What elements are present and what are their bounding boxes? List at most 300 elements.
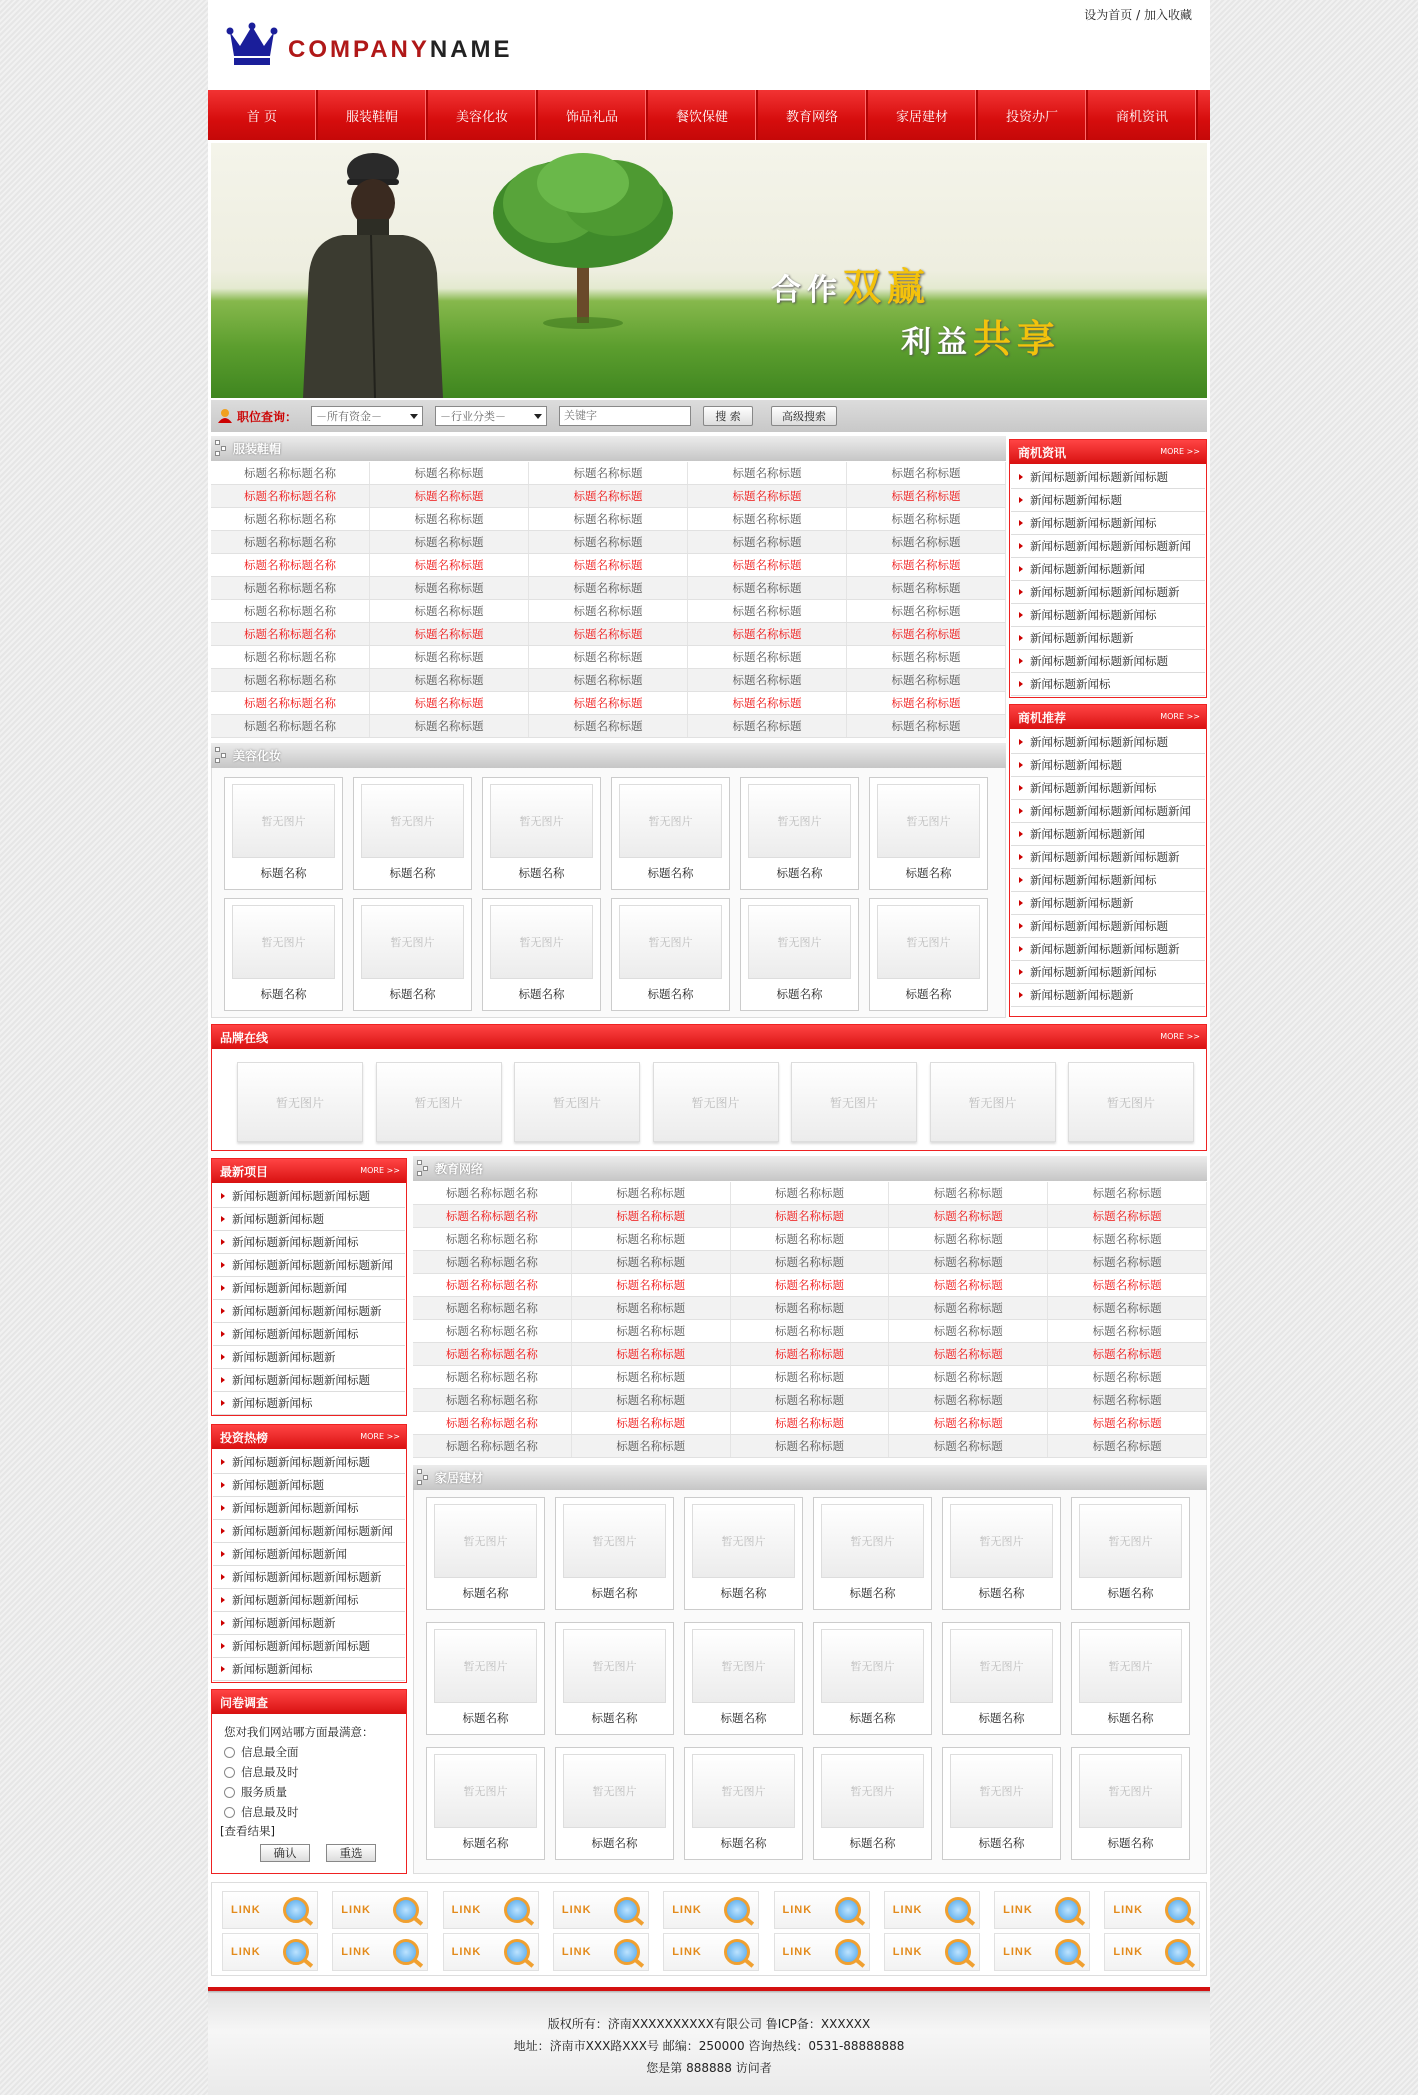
- friend-link-badge[interactable]: [884, 1933, 980, 1971]
- friend-link-badge[interactable]: [994, 1891, 1090, 1929]
- product-title[interactable]: 标题名称: [978, 1836, 1025, 1850]
- product-image[interactable]: 暂无图片: [619, 784, 722, 858]
- grid-link[interactable]: 标题名称标题: [572, 1389, 731, 1411]
- product-image[interactable]: 暂无图片: [821, 1504, 924, 1578]
- friend-link-badge[interactable]: [774, 1933, 870, 1971]
- product-title[interactable]: 标题名称: [462, 1836, 509, 1850]
- grid-link[interactable]: 标题名称标题: [847, 462, 1006, 484]
- news-item[interactable]: 新闻标题新闻标题新闻标: [1011, 869, 1205, 892]
- news-item[interactable]: 新闻标题新闻标: [213, 1658, 405, 1681]
- grid-link[interactable]: 标题名称标题: [688, 669, 847, 691]
- grid-link[interactable]: 标题名称标题: [688, 600, 847, 622]
- product-card[interactable]: [942, 1747, 1061, 1860]
- brand-logo[interactable]: 暂无图片: [514, 1062, 640, 1142]
- grid-link[interactable]: 标题名称标题: [889, 1228, 1048, 1250]
- product-image[interactable]: 暂无图片: [490, 905, 593, 979]
- grid-link[interactable]: 标题名称标题: [370, 646, 529, 668]
- grid-link[interactable]: 标题名称标题: [529, 646, 688, 668]
- product-image[interactable]: 暂无图片: [692, 1754, 795, 1828]
- grid-link[interactable]: 标题名称标题: [1048, 1182, 1207, 1204]
- grid-link[interactable]: 标题名称标题: [370, 531, 529, 553]
- grid-link[interactable]: 标题名称标题: [731, 1182, 890, 1204]
- product-card[interactable]: [813, 1497, 932, 1610]
- grid-link[interactable]: 标题名称标题: [1048, 1343, 1207, 1365]
- grid-link[interactable]: 标题名称标题: [572, 1320, 731, 1342]
- product-title[interactable]: 标题名称: [849, 1836, 896, 1850]
- news-item[interactable]: 新闻标题新闻标题新闻标: [213, 1323, 405, 1346]
- grid-link[interactable]: 标题名称标题: [688, 577, 847, 599]
- friend-link-badge[interactable]: [443, 1933, 539, 1971]
- product-card[interactable]: [1071, 1497, 1190, 1610]
- grid-link[interactable]: 标题名称标题: [370, 623, 529, 645]
- grid-link[interactable]: 标题名称标题: [889, 1182, 1048, 1204]
- product-card[interactable]: [740, 777, 859, 890]
- news-item[interactable]: 新闻标题新闻标题新: [1011, 627, 1205, 650]
- grid-link[interactable]: 标题名称标题: [731, 1228, 890, 1250]
- friend-link-badge[interactable]: [774, 1891, 870, 1929]
- news-item[interactable]: 新闻标题新闻标题新: [213, 1346, 405, 1369]
- friend-link-badge[interactable]: [443, 1891, 539, 1929]
- grid-link[interactable]: 标题名称标题: [1048, 1389, 1207, 1411]
- grid-link[interactable]: 标题名称标题: [889, 1205, 1048, 1227]
- product-card[interactable]: [555, 1747, 674, 1860]
- product-title[interactable]: 标题名称: [1107, 1711, 1154, 1725]
- grid-link[interactable]: 标题名称标题名称: [211, 646, 370, 668]
- grid-link[interactable]: 标题名称标题: [370, 577, 529, 599]
- news-item[interactable]: 新闻标题新闻标题新闻标题新: [1011, 846, 1205, 869]
- product-image[interactable]: 暂无图片: [877, 784, 980, 858]
- product-title[interactable]: 标题名称: [1107, 1586, 1154, 1600]
- grid-link[interactable]: 标题名称标题: [572, 1274, 731, 1296]
- product-title[interactable]: 标题名称: [591, 1711, 638, 1725]
- grid-link[interactable]: 标题名称标题名称: [211, 715, 370, 737]
- news-item[interactable]: 新闻标题新闻标题新闻标: [1011, 512, 1205, 535]
- grid-link[interactable]: 标题名称标题: [889, 1274, 1048, 1296]
- grid-link[interactable]: 标题名称标题: [889, 1343, 1048, 1365]
- add-favorite-link[interactable]: 加入收藏: [1143, 8, 1192, 22]
- news-item[interactable]: 新闻标题新闻标题: [1011, 754, 1205, 777]
- grid-link[interactable]: 标题名称标题: [731, 1251, 890, 1273]
- grid-link[interactable]: 标题名称标题名称: [211, 485, 370, 507]
- brand-logo[interactable]: 暂无图片: [237, 1062, 363, 1142]
- news-item[interactable]: 新闻标题新闻标题新: [213, 1612, 405, 1635]
- friend-link-badge[interactable]: [332, 1891, 428, 1929]
- advanced-search-button[interactable]: 高级搜索: [771, 406, 837, 426]
- survey-option[interactable]: [224, 1762, 404, 1782]
- news-item[interactable]: 新闻标题新闻标题新闻: [1011, 558, 1205, 581]
- grid-link[interactable]: 标题名称标题名称: [211, 623, 370, 645]
- news-item[interactable]: 新闻标题新闻标题新闻标: [213, 1231, 405, 1254]
- product-card[interactable]: [869, 898, 988, 1011]
- product-image[interactable]: 暂无图片: [619, 905, 722, 979]
- brand-logo[interactable]: 暂无图片: [791, 1062, 917, 1142]
- product-card[interactable]: [426, 1622, 545, 1735]
- product-card[interactable]: [611, 898, 730, 1011]
- grid-link[interactable]: 标题名称标题名称: [413, 1182, 572, 1204]
- grid-link[interactable]: 标题名称标题: [731, 1389, 890, 1411]
- grid-link[interactable]: 标题名称标题: [847, 692, 1006, 714]
- product-card[interactable]: [813, 1747, 932, 1860]
- grid-link[interactable]: 标题名称标题: [731, 1274, 890, 1296]
- grid-link[interactable]: 标题名称标题: [572, 1182, 731, 1204]
- product-card[interactable]: [482, 898, 601, 1011]
- news-item[interactable]: 新闻标题新闻标题新闻标: [1011, 961, 1205, 984]
- nav-item[interactable]: 服装鞋帽: [318, 90, 428, 140]
- grid-link[interactable]: 标题名称标题: [529, 462, 688, 484]
- news-item[interactable]: 新闻标题新闻标题: [1011, 489, 1205, 512]
- news-item[interactable]: 新闻标题新闻标题新闻标题新: [1011, 581, 1205, 604]
- product-image[interactable]: 暂无图片: [434, 1504, 537, 1578]
- product-image[interactable]: 暂无图片: [361, 784, 464, 858]
- grid-link[interactable]: 标题名称标题名称: [211, 508, 370, 530]
- product-image[interactable]: 暂无图片: [434, 1754, 537, 1828]
- product-image[interactable]: 暂无图片: [950, 1629, 1053, 1703]
- news-item[interactable]: 新闻标题新闻标题: [213, 1474, 405, 1497]
- grid-link[interactable]: 标题名称标题: [889, 1297, 1048, 1319]
- nav-item[interactable]: 首 页: [208, 90, 318, 140]
- set-homepage-link[interactable]: 设为首页: [1084, 8, 1133, 22]
- news-item[interactable]: 新闻标题新闻标题新闻标题: [213, 1635, 405, 1658]
- nav-item[interactable]: 教育网络: [758, 90, 868, 140]
- grid-link[interactable]: 标题名称标题: [847, 715, 1006, 737]
- product-title[interactable]: 标题名称: [978, 1711, 1025, 1725]
- product-card[interactable]: [740, 898, 859, 1011]
- grid-link[interactable]: 标题名称标题名称: [413, 1366, 572, 1388]
- product-image[interactable]: 暂无图片: [434, 1629, 537, 1703]
- product-title[interactable]: 标题名称: [389, 987, 436, 1001]
- news-item[interactable]: 新闻标题新闻标: [213, 1392, 405, 1415]
- news-item[interactable]: 新闻标题新闻标题新闻标题新闻: [213, 1520, 405, 1543]
- crown-logo-icon[interactable]: [226, 22, 278, 68]
- product-image[interactable]: 暂无图片: [748, 905, 851, 979]
- grid-link[interactable]: 标题名称标题名称: [211, 577, 370, 599]
- news-item[interactable]: 新闻标题新闻标题新闻标题: [213, 1369, 405, 1392]
- brand-more-link[interactable]: MORE >>: [1160, 1032, 1200, 1041]
- grid-link[interactable]: 标题名称标题名称: [413, 1412, 572, 1434]
- friend-link-badge[interactable]: [332, 1933, 428, 1971]
- grid-link[interactable]: 标题名称标题名称: [413, 1343, 572, 1365]
- grid-link[interactable]: 标题名称标题: [847, 623, 1006, 645]
- grid-link[interactable]: 标题名称标题: [731, 1366, 890, 1388]
- product-card[interactable]: [426, 1497, 545, 1610]
- grid-link[interactable]: 标题名称标题: [688, 623, 847, 645]
- product-card[interactable]: [942, 1497, 1061, 1610]
- friend-link-badge[interactable]: [222, 1891, 318, 1929]
- grid-link[interactable]: 标题名称标题: [572, 1297, 731, 1319]
- grid-link[interactable]: 标题名称标题名称: [413, 1251, 572, 1273]
- product-title[interactable]: 标题名称: [720, 1836, 767, 1850]
- grid-link[interactable]: 标题名称标题名称: [211, 462, 370, 484]
- news-item[interactable]: 新闻标题新闻标题新闻标: [213, 1497, 405, 1520]
- product-image[interactable]: 暂无图片: [692, 1629, 795, 1703]
- grid-link[interactable]: 标题名称标题: [1048, 1320, 1207, 1342]
- grid-link[interactable]: 标题名称标题: [529, 692, 688, 714]
- grid-link[interactable]: 标题名称标题: [688, 462, 847, 484]
- friend-link-badge[interactable]: [553, 1933, 649, 1971]
- product-title[interactable]: 标题名称: [591, 1836, 638, 1850]
- product-image[interactable]: 暂无图片: [563, 1504, 666, 1578]
- product-image[interactable]: 暂无图片: [950, 1754, 1053, 1828]
- industry-select[interactable]: －行业分类－: [435, 406, 547, 426]
- product-card[interactable]: [426, 1747, 545, 1860]
- news-item[interactable]: 新闻标题新闻标题新闻标题新: [213, 1300, 405, 1323]
- news-item[interactable]: 新闻标题新闻标题新闻标题新: [213, 1566, 405, 1589]
- friend-link-badge[interactable]: [663, 1933, 759, 1971]
- grid-link[interactable]: 标题名称标题: [370, 715, 529, 737]
- news-item[interactable]: 新闻标题新闻标题新闻标题: [213, 1451, 405, 1474]
- product-card[interactable]: [224, 898, 343, 1011]
- nav-item[interactable]: 投资办厂: [978, 90, 1088, 140]
- news-item[interactable]: 新闻标题新闻标题新闻: [1011, 823, 1205, 846]
- product-card[interactable]: [482, 777, 601, 890]
- grid-link[interactable]: 标题名称标题: [688, 646, 847, 668]
- capital-select[interactable]: －所有资金－: [311, 406, 423, 426]
- product-card[interactable]: [684, 1497, 803, 1610]
- news-item[interactable]: 新闻标题新闻标题新闻: [213, 1277, 405, 1300]
- product-card[interactable]: [1071, 1747, 1190, 1860]
- grid-link[interactable]: 标题名称标题: [847, 646, 1006, 668]
- grid-link[interactable]: 标题名称标题: [889, 1389, 1048, 1411]
- news-item[interactable]: 新闻标题新闻标题新闻标题新闻: [1011, 535, 1205, 558]
- survey-option[interactable]: [224, 1782, 404, 1802]
- product-image[interactable]: 暂无图片: [232, 905, 335, 979]
- product-image[interactable]: 暂无图片: [563, 1754, 666, 1828]
- grid-link[interactable]: 标题名称标题: [847, 577, 1006, 599]
- product-image[interactable]: 暂无图片: [563, 1629, 666, 1703]
- product-title[interactable]: 标题名称: [776, 866, 823, 880]
- grid-link[interactable]: 标题名称标题: [731, 1297, 890, 1319]
- product-card[interactable]: [684, 1747, 803, 1860]
- grid-link[interactable]: 标题名称标题: [889, 1435, 1048, 1457]
- news-item[interactable]: 新闻标题新闻标题新闻标: [213, 1589, 405, 1612]
- product-title[interactable]: 标题名称: [591, 1586, 638, 1600]
- brand-logo[interactable]: 暂无图片: [930, 1062, 1056, 1142]
- product-title[interactable]: 标题名称: [1107, 1836, 1154, 1850]
- product-title[interactable]: 标题名称: [905, 866, 952, 880]
- product-image[interactable]: 暂无图片: [821, 1754, 924, 1828]
- grid-link[interactable]: 标题名称标题: [529, 600, 688, 622]
- product-image[interactable]: 暂无图片: [232, 784, 335, 858]
- grid-link[interactable]: 标题名称标题: [1048, 1412, 1207, 1434]
- latest-more-link[interactable]: MORE >>: [360, 1166, 400, 1175]
- friend-link-badge[interactable]: [884, 1891, 980, 1929]
- product-card[interactable]: [555, 1497, 674, 1610]
- grid-link[interactable]: 标题名称标题: [847, 600, 1006, 622]
- friend-link-badge[interactable]: [1104, 1891, 1200, 1929]
- friend-link-badge[interactable]: [994, 1933, 1090, 1971]
- grid-link[interactable]: 标题名称标题: [847, 485, 1006, 507]
- grid-link[interactable]: 标题名称标题: [688, 485, 847, 507]
- product-title[interactable]: 标题名称: [389, 866, 436, 880]
- grid-link[interactable]: 标题名称标题: [688, 554, 847, 576]
- survey-reset-button[interactable]: 重选: [326, 1844, 376, 1862]
- radio-icon[interactable]: [224, 1807, 235, 1818]
- product-title[interactable]: 标题名称: [978, 1586, 1025, 1600]
- grid-link[interactable]: 标题名称标题: [1048, 1228, 1207, 1250]
- grid-link[interactable]: 标题名称标题: [529, 508, 688, 530]
- grid-link[interactable]: 标题名称标题: [1048, 1251, 1207, 1273]
- nav-item[interactable]: 家居建材: [868, 90, 978, 140]
- product-title[interactable]: 标题名称: [518, 866, 565, 880]
- product-card[interactable]: [353, 777, 472, 890]
- grid-link[interactable]: 标题名称标题: [847, 508, 1006, 530]
- product-card[interactable]: [813, 1622, 932, 1735]
- survey-option[interactable]: [224, 1742, 404, 1762]
- product-card[interactable]: [869, 777, 988, 890]
- search-button[interactable]: 搜 索: [703, 406, 753, 426]
- product-title[interactable]: 标题名称: [260, 866, 307, 880]
- grid-link[interactable]: 标题名称标题名称: [211, 554, 370, 576]
- grid-link[interactable]: 标题名称标题: [370, 485, 529, 507]
- grid-link[interactable]: 标题名称标题: [1048, 1274, 1207, 1296]
- product-title[interactable]: 标题名称: [776, 987, 823, 1001]
- product-title[interactable]: 标题名称: [518, 987, 565, 1001]
- grid-link[interactable]: 标题名称标题: [889, 1320, 1048, 1342]
- grid-link[interactable]: 标题名称标题: [1048, 1205, 1207, 1227]
- grid-link[interactable]: 标题名称标题: [572, 1435, 731, 1457]
- brand-logo[interactable]: 暂无图片: [376, 1062, 502, 1142]
- grid-link[interactable]: 标题名称标题名称: [413, 1274, 572, 1296]
- friend-link-badge[interactable]: [222, 1933, 318, 1971]
- grid-link[interactable]: 标题名称标题: [731, 1205, 890, 1227]
- grid-link[interactable]: 标题名称标题: [731, 1320, 890, 1342]
- grid-link[interactable]: 标题名称标题: [1048, 1297, 1207, 1319]
- grid-link[interactable]: 标题名称标题: [889, 1251, 1048, 1273]
- nav-item[interactable]: 商机资讯: [1088, 90, 1198, 140]
- grid-link[interactable]: 标题名称标题: [572, 1412, 731, 1434]
- product-image[interactable]: 暂无图片: [950, 1504, 1053, 1578]
- news-more-link[interactable]: MORE >>: [1160, 447, 1200, 456]
- survey-confirm-button[interactable]: 确认: [260, 1844, 310, 1862]
- product-image[interactable]: 暂无图片: [1079, 1754, 1182, 1828]
- product-image[interactable]: 暂无图片: [1079, 1629, 1182, 1703]
- company-name[interactable]: [288, 36, 513, 64]
- news-item[interactable]: 新闻标题新闻标题新闻标题: [1011, 466, 1205, 489]
- product-image[interactable]: 暂无图片: [1079, 1504, 1182, 1578]
- survey-option[interactable]: [224, 1802, 404, 1822]
- nav-item[interactable]: 餐饮保健: [648, 90, 758, 140]
- grid-link[interactable]: 标题名称标题: [572, 1343, 731, 1365]
- grid-link[interactable]: 标题名称标题: [370, 554, 529, 576]
- keyword-input[interactable]: [559, 406, 691, 426]
- grid-link[interactable]: 标题名称标题: [688, 531, 847, 553]
- friend-link-badge[interactable]: [553, 1891, 649, 1929]
- grid-link[interactable]: 标题名称标题: [572, 1366, 731, 1388]
- product-title[interactable]: 标题名称: [849, 1586, 896, 1600]
- grid-link[interactable]: 标题名称标题: [889, 1412, 1048, 1434]
- product-card[interactable]: [942, 1622, 1061, 1735]
- product-title[interactable]: 标题名称: [905, 987, 952, 1001]
- grid-link[interactable]: 标题名称标题: [1048, 1435, 1207, 1457]
- product-title[interactable]: 标题名称: [720, 1586, 767, 1600]
- product-title[interactable]: 标题名称: [849, 1711, 896, 1725]
- grid-link[interactable]: 标题名称标题: [529, 577, 688, 599]
- radio-icon[interactable]: [224, 1787, 235, 1798]
- hot-more-link[interactable]: MORE >>: [360, 1432, 400, 1441]
- grid-link[interactable]: 标题名称标题: [1048, 1366, 1207, 1388]
- friend-link-badge[interactable]: [663, 1891, 759, 1929]
- product-image[interactable]: 暂无图片: [877, 905, 980, 979]
- view-results-link[interactable]: [查看结果]: [220, 1824, 275, 1838]
- grid-link[interactable]: 标题名称标题: [889, 1366, 1048, 1388]
- grid-link[interactable]: 标题名称标题: [529, 669, 688, 691]
- news-item[interactable]: 新闻标题新闻标: [1011, 673, 1205, 696]
- product-card[interactable]: [555, 1622, 674, 1735]
- product-image[interactable]: 暂无图片: [692, 1504, 795, 1578]
- grid-link[interactable]: 标题名称标题: [688, 508, 847, 530]
- grid-link[interactable]: 标题名称标题: [370, 669, 529, 691]
- product-title[interactable]: 标题名称: [462, 1586, 509, 1600]
- product-image[interactable]: 暂无图片: [748, 784, 851, 858]
- brand-logo[interactable]: 暂无图片: [1068, 1062, 1194, 1142]
- product-image[interactable]: 暂无图片: [821, 1629, 924, 1703]
- grid-link[interactable]: 标题名称标题: [529, 623, 688, 645]
- grid-link[interactable]: 标题名称标题名称: [211, 531, 370, 553]
- grid-link[interactable]: 标题名称标题: [529, 485, 688, 507]
- recommend-more-link[interactable]: MORE >>: [1160, 712, 1200, 721]
- news-item[interactable]: 新闻标题新闻标题新闻标: [1011, 777, 1205, 800]
- grid-link[interactable]: 标题名称标题: [572, 1228, 731, 1250]
- grid-link[interactable]: 标题名称标题名称: [413, 1320, 572, 1342]
- grid-link[interactable]: 标题名称标题名称: [413, 1228, 572, 1250]
- grid-link[interactable]: 标题名称标题: [731, 1343, 890, 1365]
- grid-link[interactable]: 标题名称标题: [688, 692, 847, 714]
- nav-item[interactable]: 美容化妆: [428, 90, 538, 140]
- news-item[interactable]: 新闻标题新闻标题新闻标题: [1011, 731, 1205, 754]
- product-card[interactable]: [353, 898, 472, 1011]
- product-title[interactable]: 标题名称: [462, 1711, 509, 1725]
- grid-link[interactable]: 标题名称标题: [847, 554, 1006, 576]
- grid-link[interactable]: 标题名称标题名称: [211, 692, 370, 714]
- product-image[interactable]: 暂无图片: [490, 784, 593, 858]
- news-item[interactable]: 新闻标题新闻标题新闻: [213, 1543, 405, 1566]
- product-card[interactable]: [1071, 1622, 1190, 1735]
- grid-link[interactable]: 标题名称标题名称: [413, 1389, 572, 1411]
- news-item[interactable]: 新闻标题新闻标题新: [1011, 892, 1205, 915]
- radio-icon[interactable]: [224, 1747, 235, 1758]
- product-title[interactable]: 标题名称: [647, 866, 694, 880]
- brand-logo[interactable]: 暂无图片: [653, 1062, 779, 1142]
- product-title[interactable]: 标题名称: [720, 1711, 767, 1725]
- news-item[interactable]: 新闻标题新闻标题新闻标题: [1011, 650, 1205, 673]
- news-item[interactable]: 新闻标题新闻标题新闻标题: [213, 1185, 405, 1208]
- news-item[interactable]: 新闻标题新闻标题: [213, 1208, 405, 1231]
- grid-link[interactable]: 标题名称标题: [529, 715, 688, 737]
- product-card[interactable]: [611, 777, 730, 890]
- grid-link[interactable]: 标题名称标题: [847, 531, 1006, 553]
- product-image[interactable]: 暂无图片: [361, 905, 464, 979]
- grid-link[interactable]: 标题名称标题名称: [413, 1435, 572, 1457]
- grid-link[interactable]: 标题名称标题: [731, 1412, 890, 1434]
- product-title[interactable]: 标题名称: [260, 987, 307, 1001]
- grid-link[interactable]: 标题名称标题: [370, 692, 529, 714]
- news-item[interactable]: 新闻标题新闻标题新闻标题: [1011, 915, 1205, 938]
- grid-link[interactable]: 标题名称标题名称: [413, 1297, 572, 1319]
- grid-link[interactable]: 标题名称标题: [370, 508, 529, 530]
- friend-link-badge[interactable]: [1104, 1933, 1200, 1971]
- grid-link[interactable]: 标题名称标题: [572, 1205, 731, 1227]
- news-item[interactable]: 新闻标题新闻标题新闻标题新: [1011, 938, 1205, 961]
- grid-link[interactable]: 标题名称标题: [688, 715, 847, 737]
- grid-link[interactable]: 标题名称标题: [529, 531, 688, 553]
- news-item[interactable]: 新闻标题新闻标题新: [1011, 984, 1205, 1007]
- news-item[interactable]: 新闻标题新闻标题新闻标题新闻: [213, 1254, 405, 1277]
- radio-icon[interactable]: [224, 1767, 235, 1778]
- news-item[interactable]: 新闻标题新闻标题新闻标题新闻: [1011, 800, 1205, 823]
- grid-link[interactable]: 标题名称标题: [572, 1251, 731, 1273]
- product-title[interactable]: 标题名称: [647, 987, 694, 1001]
- grid-link[interactable]: 标题名称标题: [529, 554, 688, 576]
